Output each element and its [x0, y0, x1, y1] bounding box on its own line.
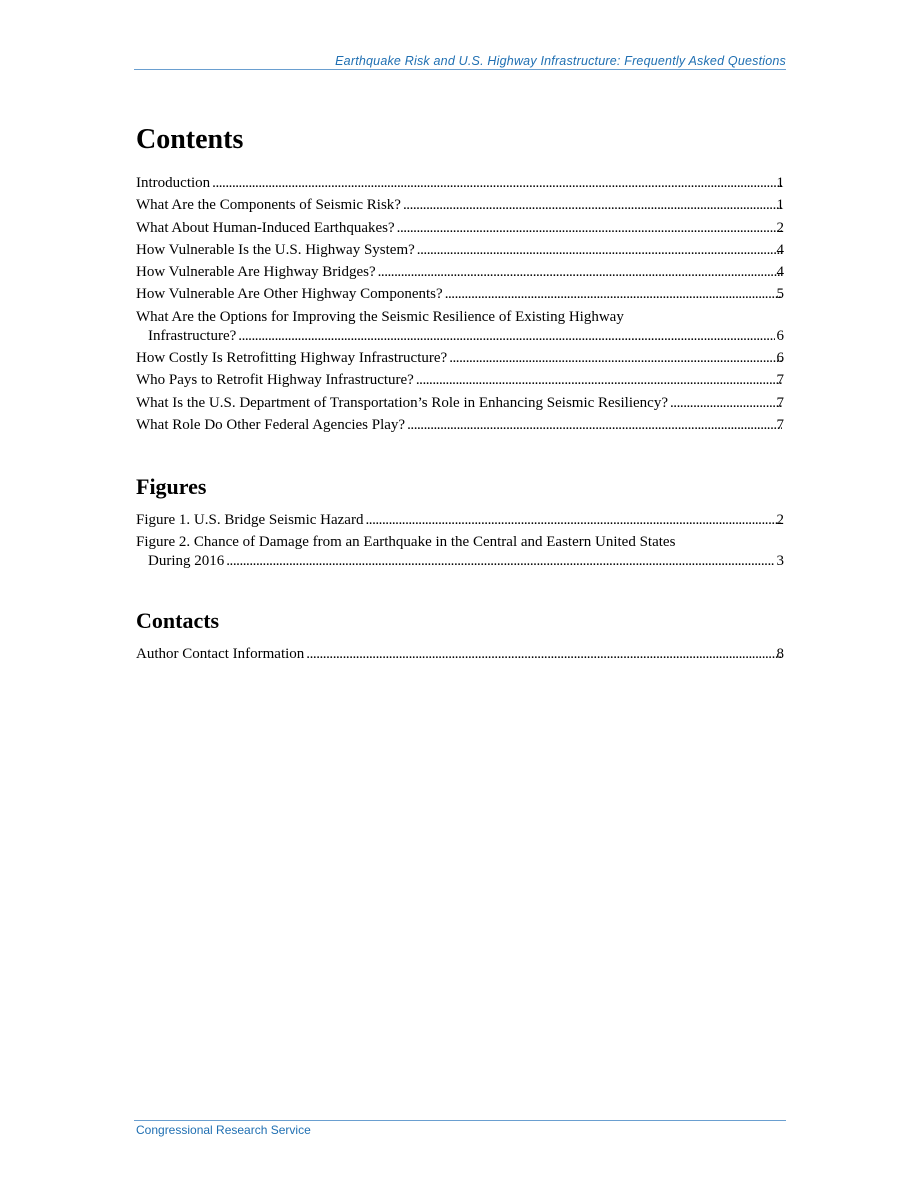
toc-entry-other-federal-agencies[interactable]: What Role Do Other Federal Agencies Play? . . . 7: [136, 416, 784, 435]
toc-entry-usdot-role[interactable]: What Is the U.S. Department of Transportation’s Role in Enhancing Seismic Resiliency? . . . 7: [136, 394, 784, 413]
toc-entry-introduction[interactable]: Introduction . . . 1: [136, 174, 784, 193]
contents-list: [136, 174, 784, 438]
figure-entry-text: Figure 1. U.S. Bridge Seismic Hazard: [136, 512, 364, 528]
dot-leader: [403, 196, 782, 215]
figure-page-number: 3: [776, 553, 784, 570]
figure-entry-text-line2: During 2016: [148, 553, 225, 570]
dot-leader: [407, 416, 782, 435]
toc-entry-text: How Vulnerable Is the U.S. Highway System?: [136, 241, 415, 258]
dot-leader: [449, 349, 782, 368]
contents-title: Contents: [136, 124, 244, 155]
toc-entry-text: How Vulnerable Are Highway Bridges?: [136, 264, 376, 281]
toc-entry-text-line2: Infrastructure?: [148, 327, 237, 344]
contacts-list: [136, 645, 784, 667]
dot-leader: [365, 511, 782, 530]
dot-leader: [226, 552, 774, 571]
toc-page-number: 6: [776, 327, 784, 344]
dot-leader: [238, 327, 774, 346]
dot-leader: [417, 241, 782, 260]
toc-entry-text-line1: What Are the Options for Improving the Seismic Resilience of Existing Highway: [136, 308, 624, 325]
toc-entry-text: What Are the Components of Seismic Risk?: [136, 197, 401, 214]
toc-entry-text: How Costly Is Retrofitting Highway Infrastructure?: [136, 350, 448, 367]
figure-entry-text-line1: Figure 2. Chance of Damage from an Earthquake in the Central and Eastern United States: [136, 534, 676, 551]
dot-leader: [670, 394, 782, 413]
dot-leader: [378, 263, 782, 282]
toc-entry-text: Introduction: [136, 175, 211, 191]
toc-entry-improving-seismic-resilience[interactable]: [136, 308, 784, 346]
dot-leader: [445, 285, 782, 304]
contact-entry-author-info[interactable]: Author Contact Information . . . 8: [136, 645, 784, 664]
header-rule: [134, 69, 786, 70]
footer-rule: [134, 1120, 786, 1121]
toc-entry-components-of-seismic-risk[interactable]: What Are the Components of Seismic Risk? . . . 1: [136, 196, 784, 215]
toc-entry-text: Who Pays to Retrofit Highway Infrastructure?: [136, 372, 414, 389]
toc-entry-highway-system-vulnerability[interactable]: How Vulnerable Is the U.S. Highway System? . . . 4: [136, 241, 784, 260]
figures-title: Figures: [136, 474, 207, 499]
figure-entry-2[interactable]: [136, 533, 784, 571]
contacts-title: Contacts: [136, 608, 220, 633]
contact-entry-text: Author Contact Information: [136, 646, 305, 662]
toc-entry-text: How Vulnerable Are Other Highway Components?: [136, 286, 443, 303]
dot-leader: [212, 174, 782, 193]
toc-entry-text: What About Human-Induced Earthquakes?: [136, 219, 395, 236]
figure-entry-1[interactable]: Figure 1. U.S. Bridge Seismic Hazard . . . 2: [136, 511, 784, 530]
running-header: Earthquake Risk and U.S. Highway Infrastructure: Frequently Asked Questions: [335, 54, 786, 68]
toc-entry-highway-bridges-vulnerability[interactable]: How Vulnerable Are Highway Bridges? . . . 4: [136, 263, 784, 282]
toc-entry-who-pays-retrofit[interactable]: Who Pays to Retrofit Highway Infrastructure? . . . 7: [136, 371, 784, 390]
toc-entry-other-highway-components[interactable]: How Vulnerable Are Other Highway Components? . . . 5: [136, 285, 784, 304]
toc-entry-text: What Is the U.S. Department of Transportation’s Role in Enhancing Seismic Resiliency?: [136, 394, 668, 411]
dot-leader: [416, 371, 782, 390]
figures-list: [136, 511, 784, 575]
toc-entry-text: What Role Do Other Federal Agencies Play?: [136, 416, 406, 433]
footer-source: Congressional Research Service: [136, 1123, 311, 1137]
dot-leader: [306, 645, 782, 664]
dot-leader: [397, 219, 782, 238]
toc-entry-human-induced-earthquakes[interactable]: What About Human-Induced Earthquakes? . . . 2: [136, 219, 784, 238]
toc-entry-retrofitting-cost[interactable]: How Costly Is Retrofitting Highway Infrastructure? . . . 6: [136, 349, 784, 368]
